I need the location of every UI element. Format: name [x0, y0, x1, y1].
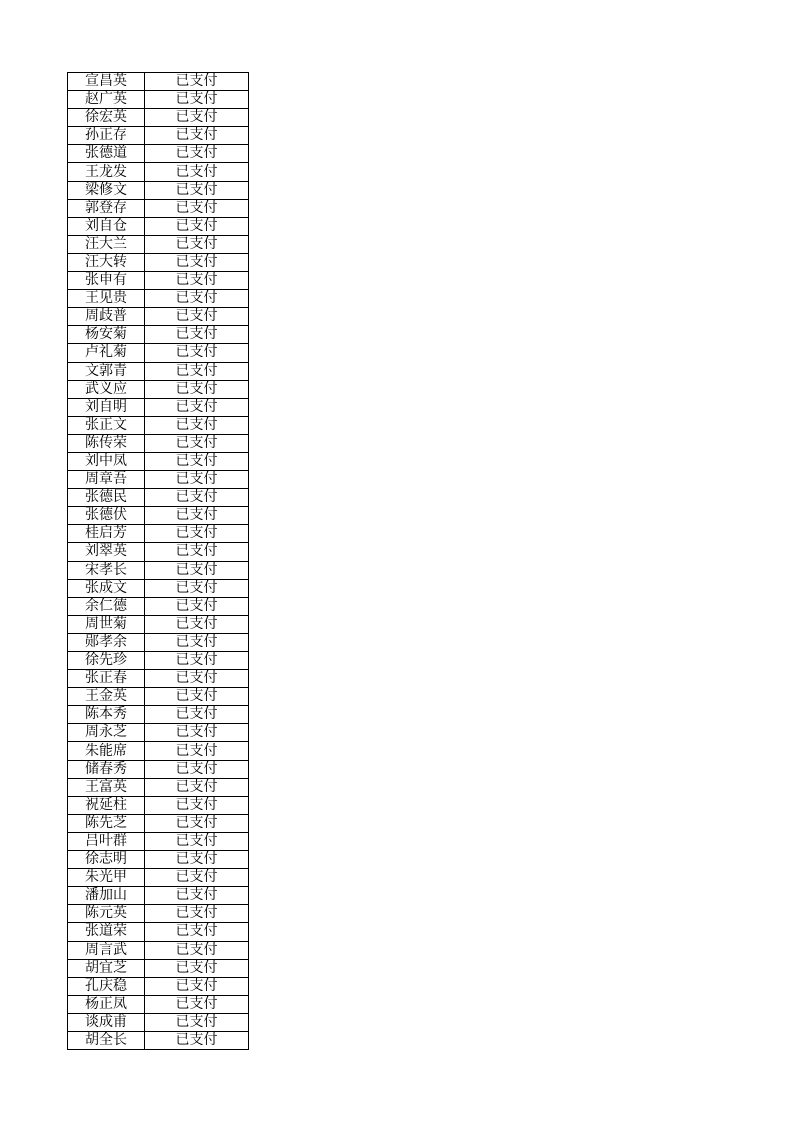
- table-row: [68, 362, 249, 380]
- name-cell: 谈成甫: [68, 1013, 145, 1031]
- table-row: [68, 724, 249, 742]
- table-row: [68, 217, 249, 235]
- table-row: [68, 615, 249, 633]
- payment-status-cell: 已支付: [145, 1013, 249, 1031]
- table-row: [68, 688, 249, 706]
- table-row: [68, 326, 249, 344]
- table-row: [68, 145, 249, 163]
- payment-status-cell: 已支付: [145, 290, 249, 308]
- name-cell: 陈先芝: [68, 814, 145, 832]
- table-row: [68, 597, 249, 615]
- payment-status-cell: 已支付: [145, 1031, 249, 1049]
- table-row: [68, 489, 249, 507]
- name-cell: 卢礼菊: [68, 344, 145, 362]
- name-cell: 郧孝余: [68, 633, 145, 651]
- payment-status-cell: 已支付: [145, 380, 249, 398]
- name-cell: 宣昌英: [68, 73, 145, 91]
- table-row: [68, 1031, 249, 1049]
- name-cell: 宋孝长: [68, 561, 145, 579]
- payment-status-cell: 已支付: [145, 724, 249, 742]
- payment-table-body: [68, 73, 249, 1050]
- payment-status-cell: 已支付: [145, 416, 249, 434]
- table-row: [68, 851, 249, 869]
- table-row: [68, 380, 249, 398]
- table-row: [68, 869, 249, 887]
- table-row: [68, 434, 249, 452]
- table-row: [68, 416, 249, 434]
- payment-status-cell: 已支付: [145, 362, 249, 380]
- name-cell: 祝延柱: [68, 796, 145, 814]
- payment-table: [67, 72, 249, 1050]
- payment-status-cell: 已支付: [145, 163, 249, 181]
- payment-status-cell: 已支付: [145, 217, 249, 235]
- name-cell: 张德民: [68, 489, 145, 507]
- name-cell: 武义应: [68, 380, 145, 398]
- name-cell: 文郭青: [68, 362, 145, 380]
- payment-status-cell: 已支付: [145, 652, 249, 670]
- table-row: [68, 778, 249, 796]
- payment-status-cell: 已支付: [145, 91, 249, 109]
- name-cell: 汪大兰: [68, 235, 145, 253]
- table-row: [68, 235, 249, 253]
- name-cell: 王龙发: [68, 163, 145, 181]
- name-cell: 张道荣: [68, 923, 145, 941]
- payment-status-cell: 已支付: [145, 452, 249, 470]
- payment-status-cell: 已支付: [145, 145, 249, 163]
- payment-status-cell: 已支付: [145, 706, 249, 724]
- table-row: [68, 199, 249, 217]
- payment-status-cell: 已支付: [145, 344, 249, 362]
- name-cell: 潘加山: [68, 887, 145, 905]
- name-cell: 徐先珍: [68, 652, 145, 670]
- name-cell: 周章吾: [68, 471, 145, 489]
- table-row: [68, 91, 249, 109]
- table-row: [68, 1013, 249, 1031]
- payment-status-cell: 已支付: [145, 760, 249, 778]
- table-row: [68, 923, 249, 941]
- table-row: [68, 760, 249, 778]
- table-row: [68, 579, 249, 597]
- name-cell: 王见贵: [68, 290, 145, 308]
- payment-status-cell: 已支付: [145, 181, 249, 199]
- payment-status-cell: 已支付: [145, 73, 249, 91]
- table-row: [68, 796, 249, 814]
- table-row: [68, 670, 249, 688]
- table-row: [68, 561, 249, 579]
- table-row: [68, 73, 249, 91]
- name-cell: 吕叶群: [68, 832, 145, 850]
- payment-status-cell: 已支付: [145, 561, 249, 579]
- payment-status-cell: 已支付: [145, 778, 249, 796]
- name-cell: 陈元英: [68, 905, 145, 923]
- table-row: [68, 471, 249, 489]
- payment-status-cell: 已支付: [145, 597, 249, 615]
- table-row: [68, 127, 249, 145]
- table-row: [68, 941, 249, 959]
- table-row: [68, 959, 249, 977]
- payment-status-cell: 已支付: [145, 905, 249, 923]
- name-cell: 周永芝: [68, 724, 145, 742]
- payment-status-cell: 已支付: [145, 272, 249, 290]
- name-cell: 桂启芳: [68, 525, 145, 543]
- payment-status-cell: 已支付: [145, 814, 249, 832]
- payment-status-cell: 已支付: [145, 688, 249, 706]
- name-cell: 刘自仓: [68, 217, 145, 235]
- name-cell: 周言武: [68, 941, 145, 959]
- name-cell: 朱光甲: [68, 869, 145, 887]
- name-cell: 刘中凤: [68, 452, 145, 470]
- table-row: [68, 995, 249, 1013]
- payment-status-cell: 已支付: [145, 923, 249, 941]
- name-cell: 张成文: [68, 579, 145, 597]
- name-cell: 刘自明: [68, 398, 145, 416]
- name-cell: 刘翠英: [68, 543, 145, 561]
- table-row: [68, 525, 249, 543]
- payment-status-cell: 已支付: [145, 507, 249, 525]
- name-cell: 王金英: [68, 688, 145, 706]
- table-row: [68, 832, 249, 850]
- table-row: [68, 652, 249, 670]
- table-row: [68, 905, 249, 923]
- payment-status-cell: 已支付: [145, 851, 249, 869]
- table-row: [68, 308, 249, 326]
- payment-status-cell: 已支付: [145, 525, 249, 543]
- name-cell: 张德伏: [68, 507, 145, 525]
- payment-status-cell: 已支付: [145, 742, 249, 760]
- table-row: [68, 253, 249, 271]
- name-cell: 徐宏英: [68, 109, 145, 127]
- payment-status-cell: 已支付: [145, 127, 249, 145]
- table-row: [68, 706, 249, 724]
- table-row: [68, 633, 249, 651]
- payment-status-cell: 已支付: [145, 326, 249, 344]
- table-row: [68, 272, 249, 290]
- name-cell: 张德道: [68, 145, 145, 163]
- payment-status-cell: 已支付: [145, 941, 249, 959]
- name-cell: 陈传荣: [68, 434, 145, 452]
- name-cell: 余仁德: [68, 597, 145, 615]
- table-row: [68, 109, 249, 127]
- table-row: [68, 181, 249, 199]
- payment-status-cell: 已支付: [145, 977, 249, 995]
- table-row: [68, 398, 249, 416]
- name-cell: 张正春: [68, 670, 145, 688]
- payment-status-cell: 已支付: [145, 109, 249, 127]
- table-row: [68, 887, 249, 905]
- name-cell: 杨安菊: [68, 326, 145, 344]
- payment-status-cell: 已支付: [145, 887, 249, 905]
- payment-status-cell: 已支付: [145, 543, 249, 561]
- name-cell: 汪大转: [68, 253, 145, 271]
- name-cell: 储春秀: [68, 760, 145, 778]
- name-cell: 杨正凤: [68, 995, 145, 1013]
- payment-status-cell: 已支付: [145, 869, 249, 887]
- name-cell: 梁修文: [68, 181, 145, 199]
- name-cell: 徐志明: [68, 851, 145, 869]
- payment-status-cell: 已支付: [145, 199, 249, 217]
- name-cell: 孔庆稳: [68, 977, 145, 995]
- payment-status-cell: 已支付: [145, 995, 249, 1013]
- payment-status-cell: 已支付: [145, 670, 249, 688]
- payment-status-cell: 已支付: [145, 579, 249, 597]
- table-row: [68, 814, 249, 832]
- payment-status-cell: 已支付: [145, 615, 249, 633]
- payment-status-cell: 已支付: [145, 398, 249, 416]
- table-row: [68, 507, 249, 525]
- payment-status-cell: 已支付: [145, 471, 249, 489]
- payment-status-cell: 已支付: [145, 959, 249, 977]
- name-cell: 郭登存: [68, 199, 145, 217]
- payment-status-cell: 已支付: [145, 633, 249, 651]
- name-cell: 周世菊: [68, 615, 145, 633]
- table-row: [68, 344, 249, 362]
- payment-status-cell: 已支付: [145, 796, 249, 814]
- table-row: [68, 163, 249, 181]
- payment-status-cell: 已支付: [145, 308, 249, 326]
- payment-status-cell: 已支付: [145, 235, 249, 253]
- payment-status-cell: 已支付: [145, 832, 249, 850]
- name-cell: 陈本秀: [68, 706, 145, 724]
- name-cell: 胡宜芝: [68, 959, 145, 977]
- name-cell: 孙正存: [68, 127, 145, 145]
- table-row: [68, 977, 249, 995]
- payment-status-cell: 已支付: [145, 489, 249, 507]
- payment-status-cell: 已支付: [145, 434, 249, 452]
- name-cell: 赵广英: [68, 91, 145, 109]
- name-cell: 张申有: [68, 272, 145, 290]
- name-cell: 周歧普: [68, 308, 145, 326]
- name-cell: 朱能席: [68, 742, 145, 760]
- payment-status-cell: 已支付: [145, 253, 249, 271]
- name-cell: 张正文: [68, 416, 145, 434]
- table-row: [68, 543, 249, 561]
- table-row: [68, 742, 249, 760]
- name-cell: 王富英: [68, 778, 145, 796]
- name-cell: 胡全长: [68, 1031, 145, 1049]
- table-row: [68, 452, 249, 470]
- table-row: [68, 290, 249, 308]
